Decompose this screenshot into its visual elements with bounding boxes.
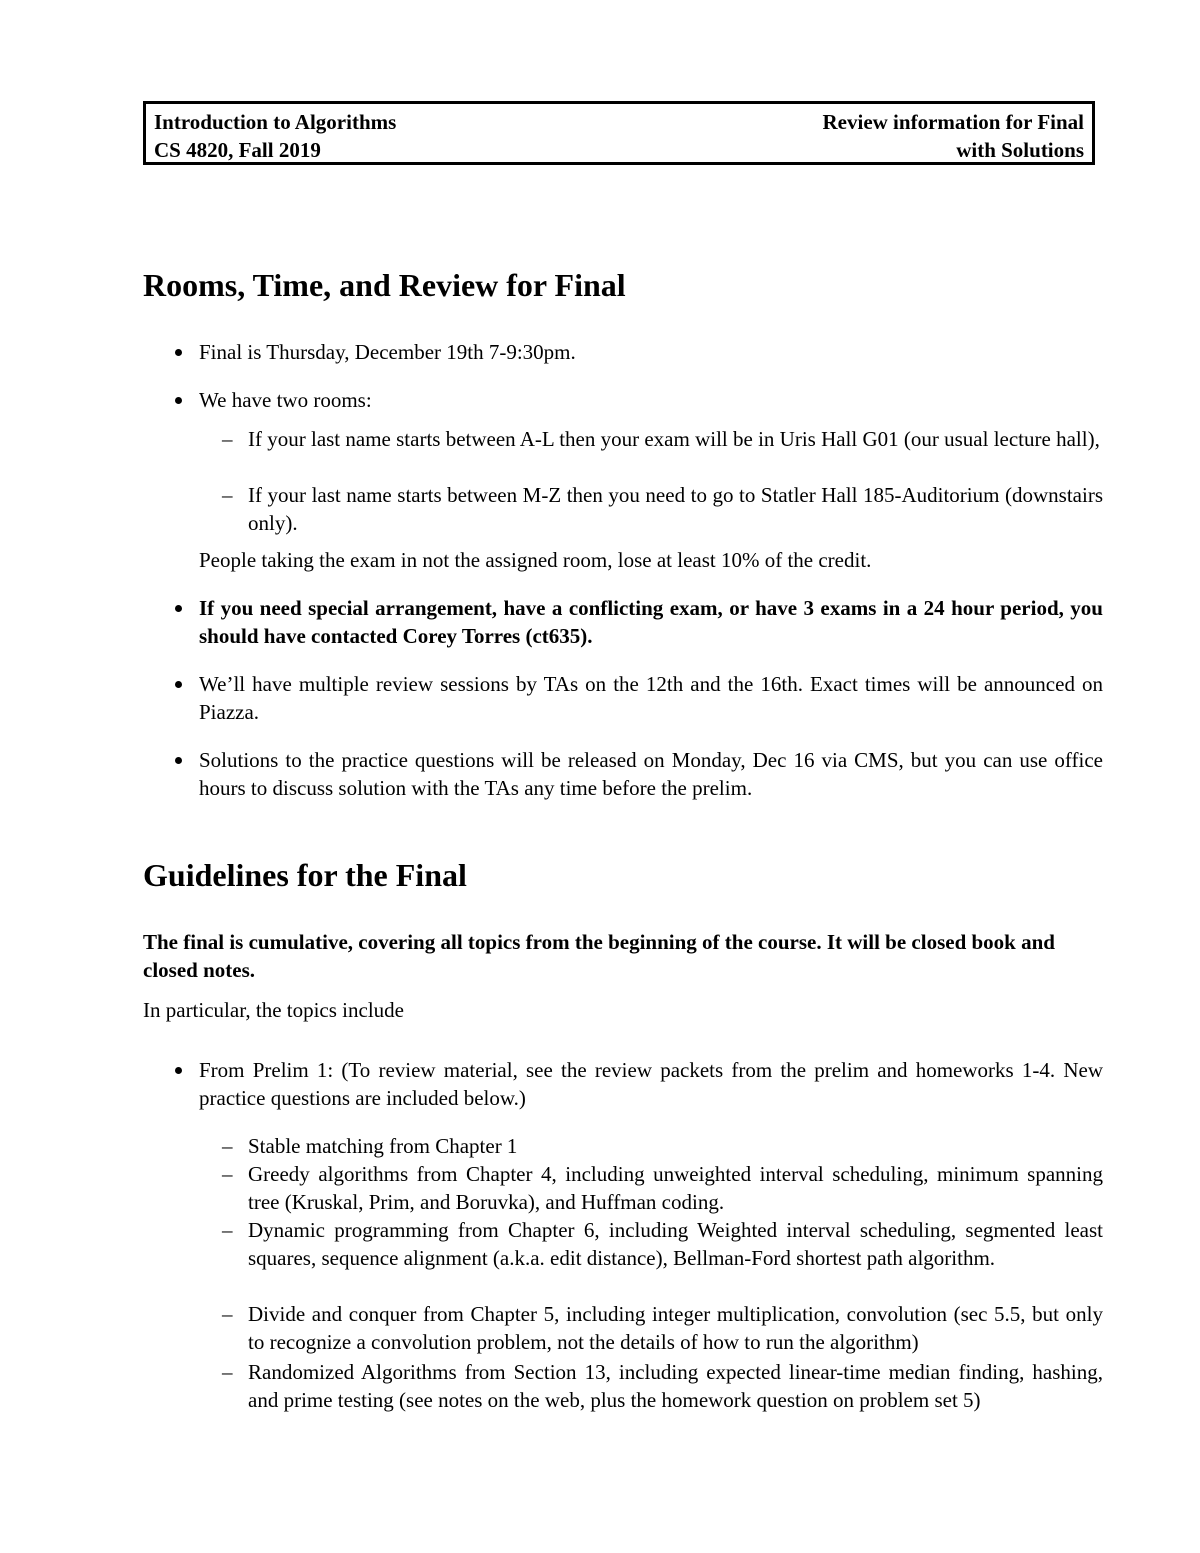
doc-title-line1: Review information for Final (822, 110, 1084, 134)
room-item-m-z: – If your last name starts between M-Z then you need to go to Statler Hall 185-Auditorium (downstairs only). (222, 483, 1103, 535)
bullet-dot (175, 397, 182, 404)
dash-marker: – (222, 1162, 233, 1186)
bullet-dot (175, 605, 182, 612)
room-item-a-l: – If your last name starts between A-L then your exam will be in Uris Hall G01 (our usual lecture hall), (222, 427, 1100, 451)
bullet-dot (175, 1067, 182, 1074)
room-penalty-note: People taking the exam in not the assigned room, lose at least 10% of the credit. (199, 548, 872, 572)
section-heading-rooms: Rooms, Time, and Review for Final (143, 267, 626, 303)
topic-item-greedy: – Greedy algorithms from Chapter 4, including unweighted interval scheduling, minimum spanning tree (Kruskal, Prim, and Boruvka), and Huffman coding. (222, 1162, 1103, 1214)
topic-item-stable-matching: – Stable matching from Chapter 1 (222, 1134, 518, 1158)
topic-item-randomized: – Randomized Algorithms from Section 13, including expected linear-time median finding, hashing, and prime testing (see notes on the web, plus the homework question on problem set 5) (222, 1360, 1103, 1412)
section-heading-guidelines: Guidelines for the Final (143, 857, 467, 893)
cumulative-note: The final is cumulative, covering all topics from the beginning of the course. It will be closed book and closed notes. (143, 930, 1055, 982)
dash-marker: – (222, 483, 233, 507)
dash-marker: – (222, 1134, 233, 1158)
topics-intro: In particular, the topics include (143, 998, 404, 1022)
course-term: CS 4820, Fall 2019 (154, 138, 321, 162)
bullet-solutions: Solutions to the practice questions will be released on Monday, Dec 16 via CMS, but you can use office hours to discuss solution with the TAs any time before the prelim. (175, 746, 1103, 802)
course-header-box (143, 101, 1095, 165)
bullet-dot (175, 681, 182, 688)
course-title: Introduction to Algorithms (154, 110, 397, 134)
dash-marker: – (222, 1302, 233, 1326)
bullet-dot (175, 757, 182, 764)
doc-title-line2: with Solutions (956, 138, 1084, 162)
topic-item-dynamic-programming: – Dynamic programming from Chapter 6, including Weighted interval scheduling, segmented least squares, sequence alignment (a.k.a. edit distance), Bellman-Ford shortest path algorithm. (222, 1218, 1103, 1270)
bullet-rooms: We have two rooms: (175, 386, 1103, 414)
topic-item-divide-conquer: – Divide and conquer from Chapter 5, including integer multiplication, convolution (sec 5.5, but only to recognize a convolution problem, not the details of how to run the algorithm) (222, 1302, 1103, 1354)
bullet-prelim1: From Prelim 1: (To review material, see the review packets from the prelim and homeworks 1-4. New practice questions are included below.) (175, 1056, 1103, 1112)
bullet-dot (175, 349, 182, 356)
dash-marker: – (222, 1360, 233, 1384)
bullet-exam-time: Final is Thursday, December 19th 7-9:30pm. (175, 338, 1103, 366)
bullet-review-sessions: We’ll have multiple review sessions by TAs on the 12th and the 16th. Exact times will be announced on Piazza. (175, 670, 1103, 726)
bullet-special-arrangement: If you need special arrangement, have a conflicting exam, or have 3 exams in a 24 hour period, you should have contacted Corey Torres (ct635). (175, 594, 1103, 650)
dash-marker: – (222, 1218, 233, 1242)
dash-marker: – (222, 427, 233, 451)
